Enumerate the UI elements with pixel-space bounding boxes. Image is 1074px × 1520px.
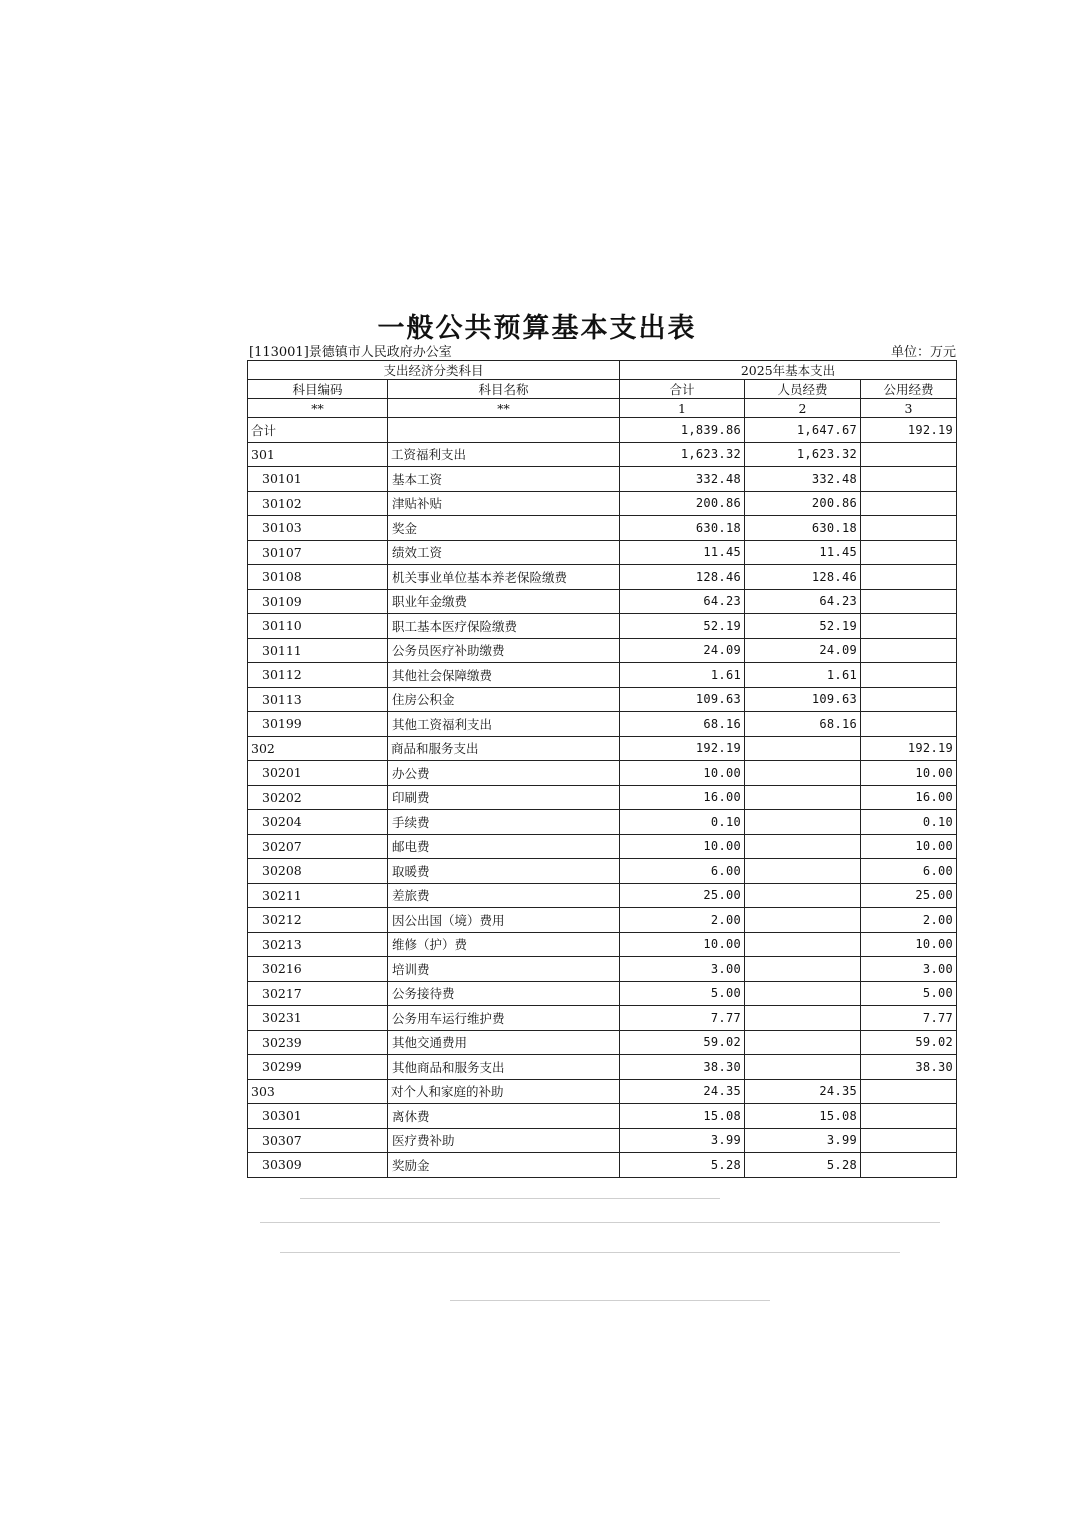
cell-personnel: 64.23 — [745, 589, 861, 614]
cell-total: 68.16 — [620, 712, 745, 737]
table-row — [248, 883, 957, 908]
cell-code: 30212 — [248, 908, 388, 933]
cell-total: 64.23 — [620, 589, 745, 614]
cell-public — [861, 540, 957, 565]
cell-code: 30301 — [248, 1104, 388, 1129]
cell-code: 30112 — [248, 663, 388, 688]
header-name: 科目名称 — [388, 380, 620, 399]
cell-code: 30110 — [248, 614, 388, 639]
cell-code: 30208 — [248, 859, 388, 884]
scan-artifact-line — [260, 1222, 940, 1223]
header-index-public: 3 — [861, 399, 957, 418]
cell-code: 30213 — [248, 932, 388, 957]
cell-code: 30109 — [248, 589, 388, 614]
cell-total: 5.28 — [620, 1153, 745, 1178]
table-row — [248, 516, 957, 541]
cell-code: 30216 — [248, 957, 388, 982]
cell-name: 公务员医疗补助缴费 — [388, 638, 620, 663]
table-row — [248, 908, 957, 933]
cell-name: 维修（护）费 — [388, 932, 620, 957]
cell-public: 10.00 — [861, 932, 957, 957]
cell-name: 其他交通费用 — [388, 1030, 620, 1055]
cell-name: 其他工资福利支出 — [388, 712, 620, 737]
header-group-basic-expenditure: 2025年基本支出 — [620, 361, 957, 380]
unit-label: 单位：万元 — [890, 345, 956, 360]
cell-total: 38.30 — [620, 1055, 745, 1080]
cell-personnel — [745, 810, 861, 835]
cell-name: 离休费 — [388, 1104, 620, 1129]
cell-total: 52.19 — [620, 614, 745, 639]
cell-public — [861, 614, 957, 639]
header-index-total: 1 — [620, 399, 745, 418]
cell-code: 30107 — [248, 540, 388, 565]
cell-code: 30202 — [248, 785, 388, 810]
cell-name: 住房公积金 — [388, 687, 620, 712]
cell-total: 5.00 — [620, 981, 745, 1006]
cell-public — [861, 1128, 957, 1153]
cell-name: 办公费 — [388, 761, 620, 786]
cell-public — [861, 467, 957, 492]
cell-personnel: 68.16 — [745, 712, 861, 737]
cell-total: 1,839.86 — [620, 418, 745, 443]
table-row — [248, 932, 957, 957]
cell-personnel: 1,623.32 — [745, 442, 861, 467]
header-index-name: ** — [388, 399, 620, 418]
cell-public: 2.00 — [861, 908, 957, 933]
cell-name: 公务用车运行维护费 — [388, 1006, 620, 1031]
cell-public — [861, 491, 957, 516]
page-title: 一般公共预算基本支出表 — [377, 313, 697, 344]
scan-artifact-line — [280, 1252, 900, 1253]
cell-total: 128.46 — [620, 565, 745, 590]
cell-code: 30309 — [248, 1153, 388, 1178]
cell-public: 38.30 — [861, 1055, 957, 1080]
header-public: 公用经费 — [861, 380, 957, 399]
cell-personnel: 332.48 — [745, 467, 861, 492]
cell-code: 合计 — [248, 418, 388, 443]
cell-personnel — [745, 1055, 861, 1080]
cell-name: 差旅费 — [388, 883, 620, 908]
cell-total: 0.10 — [620, 810, 745, 835]
cell-total: 10.00 — [620, 761, 745, 786]
cell-name: 奖金 — [388, 516, 620, 541]
cell-code: 30199 — [248, 712, 388, 737]
cell-name: 取暖费 — [388, 859, 620, 884]
header-index-code: ** — [248, 399, 388, 418]
header-code: 科目编码 — [248, 380, 388, 399]
cell-public — [861, 1153, 957, 1178]
cell-public: 0.10 — [861, 810, 957, 835]
header-total: 合计 — [620, 380, 745, 399]
table-row — [248, 663, 957, 688]
cell-total: 1,623.32 — [620, 442, 745, 467]
scan-artifact-line — [300, 1198, 720, 1199]
cell-code: 30113 — [248, 687, 388, 712]
cell-total: 109.63 — [620, 687, 745, 712]
cell-personnel — [745, 932, 861, 957]
table-row — [248, 442, 957, 467]
cell-name: 职业年金缴费 — [388, 589, 620, 614]
cell-public: 192.19 — [861, 418, 957, 443]
cell-name: 对个人和家庭的补助 — [388, 1079, 620, 1104]
cell-name: 因公出国（境）费用 — [388, 908, 620, 933]
table-row — [248, 1128, 957, 1153]
cell-public: 192.19 — [861, 736, 957, 761]
cell-personnel — [745, 785, 861, 810]
table-row — [248, 687, 957, 712]
cell-code: 303 — [248, 1079, 388, 1104]
cell-code: 30108 — [248, 565, 388, 590]
cell-public — [861, 687, 957, 712]
cell-public: 10.00 — [861, 834, 957, 859]
cell-personnel — [745, 859, 861, 884]
cell-personnel: 109.63 — [745, 687, 861, 712]
cell-name: 邮电费 — [388, 834, 620, 859]
cell-public — [861, 1104, 957, 1129]
cell-code: 30111 — [248, 638, 388, 663]
cell-code: 30101 — [248, 467, 388, 492]
cell-total: 25.00 — [620, 883, 745, 908]
cell-name: 手续费 — [388, 810, 620, 835]
table-row — [248, 810, 957, 835]
table-row — [248, 467, 957, 492]
cell-public — [861, 663, 957, 688]
table-row — [248, 712, 957, 737]
cell-personnel — [745, 981, 861, 1006]
cell-public: 6.00 — [861, 859, 957, 884]
table-row — [248, 1006, 957, 1031]
cell-public: 7.77 — [861, 1006, 957, 1031]
table-row — [248, 957, 957, 982]
table-row — [248, 565, 957, 590]
cell-personnel — [745, 908, 861, 933]
cell-personnel: 24.09 — [745, 638, 861, 663]
table-row — [248, 785, 957, 810]
cell-public: 5.00 — [861, 981, 957, 1006]
cell-public: 59.02 — [861, 1030, 957, 1055]
cell-public: 10.00 — [861, 761, 957, 786]
cell-name: 津贴补贴 — [388, 491, 620, 516]
table-row — [248, 1055, 957, 1080]
cell-personnel: 200.86 — [745, 491, 861, 516]
cell-personnel — [745, 834, 861, 859]
cell-name: 商品和服务支出 — [388, 736, 620, 761]
agency-label: [113001]景德镇市人民政府办公室 — [249, 345, 452, 360]
cell-name: 印刷费 — [388, 785, 620, 810]
cell-total: 192.19 — [620, 736, 745, 761]
header-group-classification: 支出经济分类科目 — [248, 361, 620, 380]
cell-total: 3.00 — [620, 957, 745, 982]
cell-total: 16.00 — [620, 785, 745, 810]
cell-public — [861, 516, 957, 541]
cell-public — [861, 589, 957, 614]
budget-table — [247, 360, 957, 1178]
table-row — [248, 859, 957, 884]
cell-code: 30201 — [248, 761, 388, 786]
cell-name: 奖励金 — [388, 1153, 620, 1178]
cell-personnel: 11.45 — [745, 540, 861, 565]
cell-name: 职工基本医疗保险缴费 — [388, 614, 620, 639]
cell-public — [861, 1079, 957, 1104]
table-row — [248, 614, 957, 639]
cell-personnel: 1,647.67 — [745, 418, 861, 443]
cell-code: 30239 — [248, 1030, 388, 1055]
cell-public: 16.00 — [861, 785, 957, 810]
scan-artifact-line — [450, 1300, 770, 1301]
cell-name — [388, 418, 620, 443]
table-row — [248, 418, 957, 443]
cell-total: 59.02 — [620, 1030, 745, 1055]
cell-total: 7.77 — [620, 1006, 745, 1031]
table-row — [248, 1079, 957, 1104]
cell-public — [861, 442, 957, 467]
cell-code: 30217 — [248, 981, 388, 1006]
cell-personnel — [745, 883, 861, 908]
cell-personnel: 24.35 — [745, 1079, 861, 1104]
cell-name: 绩效工资 — [388, 540, 620, 565]
cell-total: 1.61 — [620, 663, 745, 688]
table-header — [248, 361, 957, 418]
header-group-row — [248, 361, 957, 380]
table-row — [248, 638, 957, 663]
cell-code: 30103 — [248, 516, 388, 541]
table-row — [248, 1153, 957, 1178]
cell-code: 302 — [248, 736, 388, 761]
cell-total: 332.48 — [620, 467, 745, 492]
cell-personnel: 52.19 — [745, 614, 861, 639]
cell-personnel — [745, 736, 861, 761]
cell-personnel: 1.61 — [745, 663, 861, 688]
cell-code: 30211 — [248, 883, 388, 908]
header-column-row — [248, 380, 957, 399]
cell-name: 培训费 — [388, 957, 620, 982]
cell-name: 公务接待费 — [388, 981, 620, 1006]
cell-public: 25.00 — [861, 883, 957, 908]
cell-total: 24.09 — [620, 638, 745, 663]
cell-personnel — [745, 761, 861, 786]
table-row — [248, 834, 957, 859]
cell-total: 2.00 — [620, 908, 745, 933]
cell-personnel — [745, 957, 861, 982]
table-row — [248, 761, 957, 786]
cell-total: 24.35 — [620, 1079, 745, 1104]
cell-public — [861, 638, 957, 663]
table-row — [248, 1104, 957, 1129]
cell-code: 30231 — [248, 1006, 388, 1031]
cell-name: 其他商品和服务支出 — [388, 1055, 620, 1080]
cell-name: 基本工资 — [388, 467, 620, 492]
cell-public — [861, 712, 957, 737]
cell-public: 3.00 — [861, 957, 957, 982]
cell-personnel: 3.99 — [745, 1128, 861, 1153]
header-index-personnel: 2 — [745, 399, 861, 418]
cell-personnel — [745, 1030, 861, 1055]
table-row — [248, 736, 957, 761]
cell-total: 6.00 — [620, 859, 745, 884]
cell-name: 医疗费补助 — [388, 1128, 620, 1153]
cell-code: 30204 — [248, 810, 388, 835]
cell-code: 30307 — [248, 1128, 388, 1153]
cell-code: 30102 — [248, 491, 388, 516]
cell-total: 10.00 — [620, 932, 745, 957]
cell-personnel: 128.46 — [745, 565, 861, 590]
table-row — [248, 589, 957, 614]
cell-name: 工资福利支出 — [388, 442, 620, 467]
header-personnel: 人员经费 — [745, 380, 861, 399]
cell-public — [861, 565, 957, 590]
cell-total: 3.99 — [620, 1128, 745, 1153]
cell-code: 30207 — [248, 834, 388, 859]
header-index-row — [248, 399, 957, 418]
table-row — [248, 1030, 957, 1055]
cell-total: 630.18 — [620, 516, 745, 541]
cell-personnel: 15.08 — [745, 1104, 861, 1129]
cell-name: 其他社会保障缴费 — [388, 663, 620, 688]
table-row — [248, 981, 957, 1006]
cell-total: 200.86 — [620, 491, 745, 516]
cell-personnel: 630.18 — [745, 516, 861, 541]
cell-total: 15.08 — [620, 1104, 745, 1129]
cell-total: 11.45 — [620, 540, 745, 565]
table-row — [248, 540, 957, 565]
cell-total: 10.00 — [620, 834, 745, 859]
table-body — [248, 418, 957, 1178]
cell-code: 301 — [248, 442, 388, 467]
table-row — [248, 491, 957, 516]
cell-name: 机关事业单位基本养老保险缴费 — [388, 565, 620, 590]
cell-code: 30299 — [248, 1055, 388, 1080]
cell-personnel — [745, 1006, 861, 1031]
cell-personnel: 5.28 — [745, 1153, 861, 1178]
